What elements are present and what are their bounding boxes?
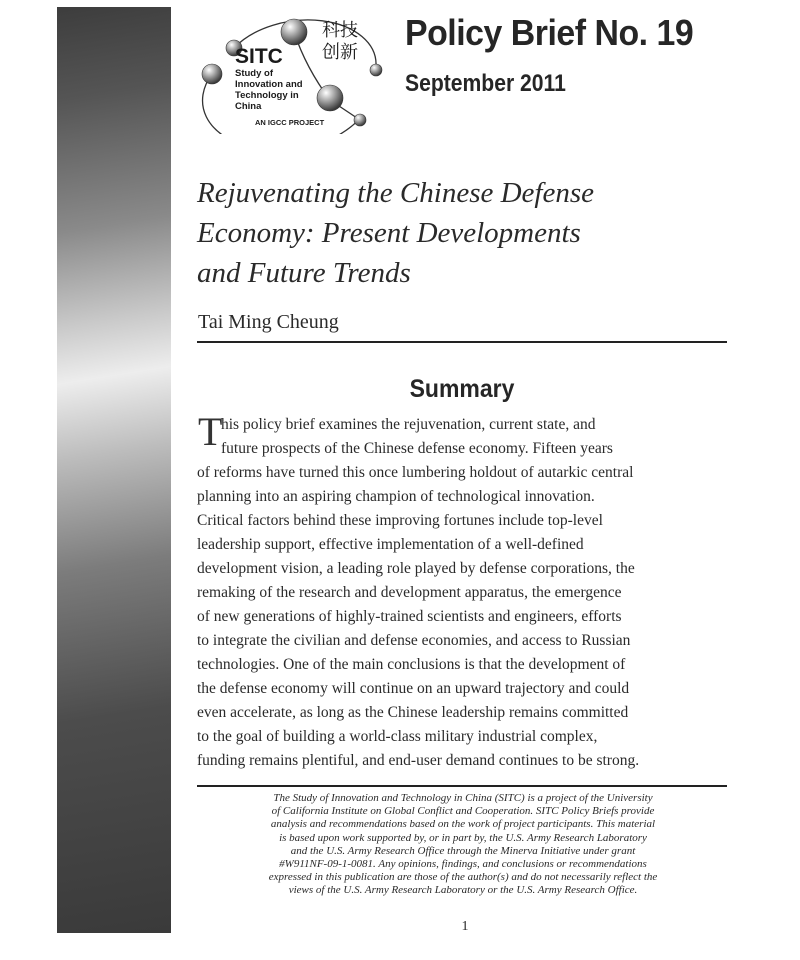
sitc-logo-graphic	[194, 8, 390, 134]
logo-name-line: China	[235, 101, 262, 112]
summary-line: future prospects of the Chinese defense economy. Fifteen years	[221, 440, 613, 457]
summary-line: Critical factors behind these improving fortunes include top-level	[197, 512, 603, 529]
disclaimer-line: views of the U.S. Army Research Laboratory or the U.S. Army Research Office.	[288, 884, 638, 897]
disclaimer-line: of California Institute on Global Conflict and Cooperation. SITC Policy Briefs provide	[271, 805, 655, 818]
sitc-logo	[194, 8, 390, 134]
summary-line: even accelerate, as long as the Chinese leadership remains committed	[197, 704, 629, 721]
logo-name-line: Technology in	[235, 90, 299, 101]
summary-line: to integrate the civilian and defense economies, and access to Russian	[197, 632, 631, 649]
title-line: Rejuvenating the Chinese Defense	[197, 177, 595, 209]
title-line: Economy: Present Developments	[197, 217, 581, 249]
summary-line: leadership support, effective implementation of a well-defined	[197, 536, 584, 553]
horizontal-rule	[197, 341, 727, 343]
brief-title	[197, 173, 697, 293]
summary-line: funding remains plentiful, and end-user demand continues to be strong.	[197, 752, 640, 769]
disclaimer-line: is based upon work supported by, or in part by, the U.S. Army Research Laboratory	[279, 831, 647, 844]
logo-chinese-line: 创新	[322, 42, 358, 63]
disclaimer-line: analysis and recommendations based on the work of project participants. This material	[270, 818, 656, 831]
summary-line: to the goal of building a world-class military industrial complex,	[197, 728, 598, 745]
disclaimer-line: expressed in this publication are those of the author(s) and do not necessarily reflect the	[268, 871, 658, 884]
logo-chinese-line: 科技	[322, 20, 358, 41]
author-name: Tai Ming Cheung	[198, 311, 339, 333]
summary-line: planning into an aspiring champion of technological innovation.	[197, 488, 595, 505]
summary-line: of reforms have turned this once lumbering holdout of autarkic central	[197, 464, 634, 481]
summary-line: of new generations of highly-trained scientists and engineers, efforts	[197, 608, 622, 625]
project-disclaimer	[208, 792, 718, 898]
summary-line: technologies. One of the main conclusions is that the development of	[197, 656, 626, 673]
horizontal-rule	[197, 785, 727, 787]
decorative-side-bar	[57, 7, 171, 933]
logo-name-line: Study of	[235, 68, 273, 79]
summary-line: his policy brief examines the rejuvenation, current state, and	[221, 416, 596, 433]
summary-heading: Summary	[409, 375, 515, 403]
logo-project-tag: AN IGCC PROJECT	[255, 118, 325, 127]
page-number: 1	[461, 919, 469, 934]
summary-line: development vision, a leading role played by defense corporations, the	[197, 560, 635, 577]
publication-date: September 2011	[405, 70, 566, 97]
summary-body	[197, 409, 727, 773]
disclaimer-line: #W911NF-09-1-0081. Any opinions, findings, and conclusions or recommendations	[279, 858, 647, 871]
summary-line: remaking of the research and development apparatus, the emergence	[197, 584, 622, 601]
drop-cap: T	[198, 409, 223, 454]
logo-name-line: Innovation and	[235, 79, 303, 90]
disclaimer-line: The Study of Innovation and Technology in China (SITC) is a project of the University	[273, 792, 653, 804]
title-line: and Future Trends	[197, 257, 411, 289]
summary-line: the defense economy will continue on an upward trajectory and could	[197, 680, 630, 697]
policy-brief-number: Policy Brief No. 19	[405, 12, 694, 53]
logo-acronym: SITC	[235, 45, 283, 68]
disclaimer-line: and the U.S. Army Research Office through the Minerva Initiative under grant	[290, 844, 636, 857]
